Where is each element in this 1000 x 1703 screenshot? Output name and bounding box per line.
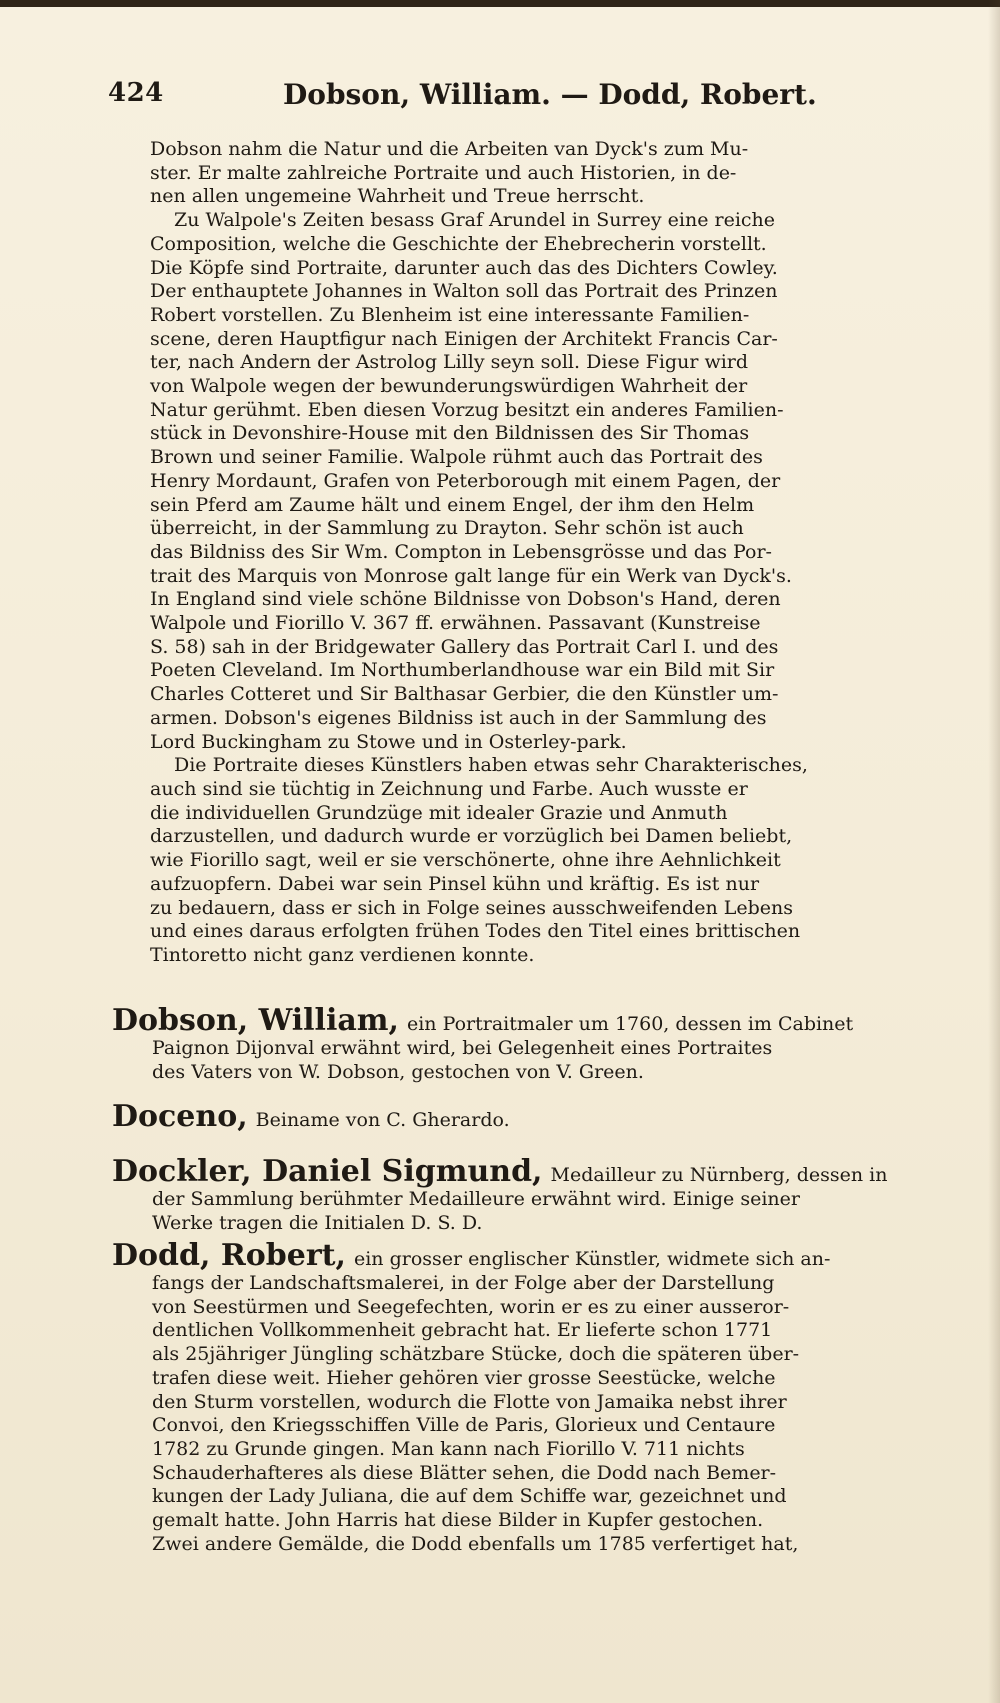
text-line: sein Pferd am Zaume hält und einem Engel, der ihm den Helm [150, 493, 755, 516]
text-line: armen. Dobson's eigenes Bildniss ist auch in der Sammlung des [150, 706, 767, 729]
entry-doceno [112, 1101, 938, 1133]
entry-first-line: ein Portraitmaler um 1760, dessen im Cabinet [406, 1013, 854, 1035]
entry-first-line: Medailleur zu Nürnberg, dessen in [550, 1164, 888, 1186]
text-line: In England sind viele schöne Bildnisse von Dobson's Hand, deren [150, 588, 781, 611]
text-line: Natur gerühmt. Eben diesen Vorzug besitzt ein anderes Familien- [150, 398, 784, 421]
entry-name: Doceno, [112, 1099, 248, 1134]
entry-heading [112, 1156, 938, 1188]
running-head: Dobson, William. — Dodd, Robert. [283, 78, 817, 111]
text-line: auch sind sie tüchtig in Zeichnung und Farbe. Auch wusste er [150, 777, 748, 800]
text-line: aufzuopfern. Dabei war sein Pinsel kühn und kräftig. Es ist nur [150, 872, 760, 895]
entry-heading [112, 1240, 938, 1272]
text-line: Werke tragen die Initialen D. S. D. [152, 1211, 483, 1234]
entry-heading [112, 1005, 938, 1037]
entry-dockler-daniel-sigmund [112, 1156, 938, 1235]
text-line: ster. Er malte zahlreiche Portraite und auch Historien, in de- [150, 161, 737, 184]
text-line: 1782 zu Grunde gingen. Man kann nach Fiorillo V. 711 nichts [152, 1437, 745, 1460]
page-right-shadow [988, 0, 1000, 1703]
text-line: Zwei andere Gemälde, die Dodd ebenfalls um 1785 verfertiget hat, [152, 1532, 799, 1555]
entry-name: Dobson, William, [112, 1003, 399, 1038]
text-line: ter, nach Andern der Astrolog Lilly seyn soll. Diese Figur wird [150, 351, 749, 374]
entry-body [112, 1272, 938, 1556]
text-line: kungen der Lady Juliana, die auf dem Schiffe war, gezeichnet und [152, 1485, 787, 1508]
text-line: Robert vorstellen. Zu Blenheim ist eine interessante Familien- [150, 303, 750, 326]
text-line: als 25jähriger Jüngling schätzbare Stücke, doch die späteren über- [152, 1343, 800, 1366]
text-line: Paignon Dijonval erwähnt wird, bei Gelegenheit eines Portraites [152, 1037, 773, 1059]
page-number: 424 [108, 78, 164, 108]
text-line: Composition, welche die Geschichte der Ehebrecherin vorstellt. [150, 232, 767, 255]
text-line: Henry Mordaunt, Grafen von Peterborough mit einem Pagen, der [150, 469, 781, 492]
text-line: den Sturm vorstellen, wodurch die Flotte von Jamaika nebst ihrer [152, 1390, 787, 1413]
text-line: Convoi, den Kriegsschiffen Ville de Paris, Glorieux und Centaure [152, 1414, 776, 1437]
text-line: S. 58) sah in der Bridgewater Gallery das Portrait Carl I. und des [150, 635, 779, 658]
text-line: Tintoretto nicht ganz verdienen konnte. [150, 943, 535, 966]
text-line: nen allen ungemeine Wahrheit und Treue herrscht. [150, 185, 645, 208]
entry-name: Dodd, Robert, [112, 1238, 346, 1273]
entry-dobson-william [112, 1005, 938, 1084]
text-line: Zu Walpole's Zeiten besass Graf Arundel in Surrey eine reiche [174, 209, 776, 232]
text-line: Lord Buckingham zu Stowe und in Osterley-park. [150, 730, 627, 753]
text-line: der Sammlung berühmter Medailleure erwähnt wird. Einige seiner [152, 1188, 800, 1210]
continued-entry-text [150, 138, 938, 968]
text-line: Die Portraite dieses Künstlers haben etwas sehr Charakterisches, [174, 754, 808, 777]
text-line: die individuellen Grundzüge mit idealer Grazie und Anmuth [150, 801, 728, 824]
text-line: überreicht, in der Sammlung zu Drayton. Sehr schön ist auch [150, 517, 744, 540]
entry-body [112, 1037, 938, 1084]
text-line: Die Köpfe sind Portraite, darunter auch das des Dichters Cowley. [150, 256, 778, 279]
entry-dodd-robert [112, 1240, 938, 1556]
text-line: gemalt hatte. John Harris hat diese Bilder in Kupfer gestochen. [152, 1509, 764, 1532]
paragraph-3 [150, 754, 938, 967]
text-line: Poeten Cleveland. Im Northumberlandhouse war ein Bild mit Sir [150, 659, 775, 682]
text-line: stück in Devonshire-House mit den Bildnissen des Sir Thomas [150, 422, 750, 445]
text-line: Brown und seiner Familie. Walpole rühmt auch das Portrait des [150, 446, 763, 469]
text-line: trafen diese weit. Hieher gehören vier grosse Seestücke, welche [152, 1366, 776, 1389]
text-line: von Seestürmen und Seegefechten, worin er es zu einer ausseror- [152, 1295, 790, 1318]
text-line: trait des Marquis von Monrose galt lange für ein Werk van Dyck's. [150, 564, 792, 587]
entry-body [112, 1188, 938, 1235]
text-line: Charles Cotteret und Sir Balthasar Gerbier, die den Künstler um- [150, 683, 779, 706]
text-line: das Bildniss des Sir Wm. Compton in Lebensgrösse und das Por- [150, 540, 772, 563]
text-line: darzustellen, und dadurch wurde er vorzüglich bei Damen beliebt, [150, 825, 793, 848]
entry-first-line: ein grosser englischer Künstler, widmete sich an- [353, 1248, 831, 1270]
page-header [0, 78, 1000, 118]
text-line: zu bedauern, dass er sich in Folge seines ausschweifenden Lebens [150, 896, 793, 919]
text-line: dentlichen Vollkommenheit gebracht hat. Er lieferte schon 1771 [152, 1319, 773, 1342]
text-line: wie Fiorillo sagt, weil er sie verschönerte, ohne ihre Aehnlichkeit [150, 849, 781, 872]
text-line: Der enthauptete Johannes in Walton soll das Portrait des Prinzen [150, 280, 778, 303]
paragraph-1 [150, 138, 938, 209]
page-top-edge [0, 0, 1000, 7]
text-line: von Walpole wegen der bewunderungswürdigen Wahrheit der [150, 375, 748, 398]
entry-first-line: Beiname von C. Gherardo. [255, 1109, 510, 1131]
text-line: und eines daraus erfolgten frühen Todes den Titel eines brittischen [150, 920, 801, 943]
text-line: des Vaters von W. Dobson, gestochen von V. Green. [152, 1060, 644, 1083]
text-line: fangs der Landschaftsmalerei, in der Folge aber der Darstellung [152, 1272, 775, 1294]
entry-name: Dockler, Daniel Sigmund, [112, 1154, 543, 1189]
entry-heading [112, 1101, 938, 1133]
text-line: Walpole und Fiorillo V. 367 ff. erwähnen. Passavant (Kunstreise [150, 612, 761, 635]
text-line: Schauderhafteres als diese Blätter sehen, die Dodd nach Bemer- [152, 1461, 777, 1484]
text-line: Dobson nahm die Natur und die Arbeiten van Dyck's zum Mu- [150, 138, 749, 160]
text-line: scene, deren Hauptfigur nach Einigen der Architekt Francis Car- [150, 327, 778, 350]
paragraph-2 [150, 209, 938, 754]
